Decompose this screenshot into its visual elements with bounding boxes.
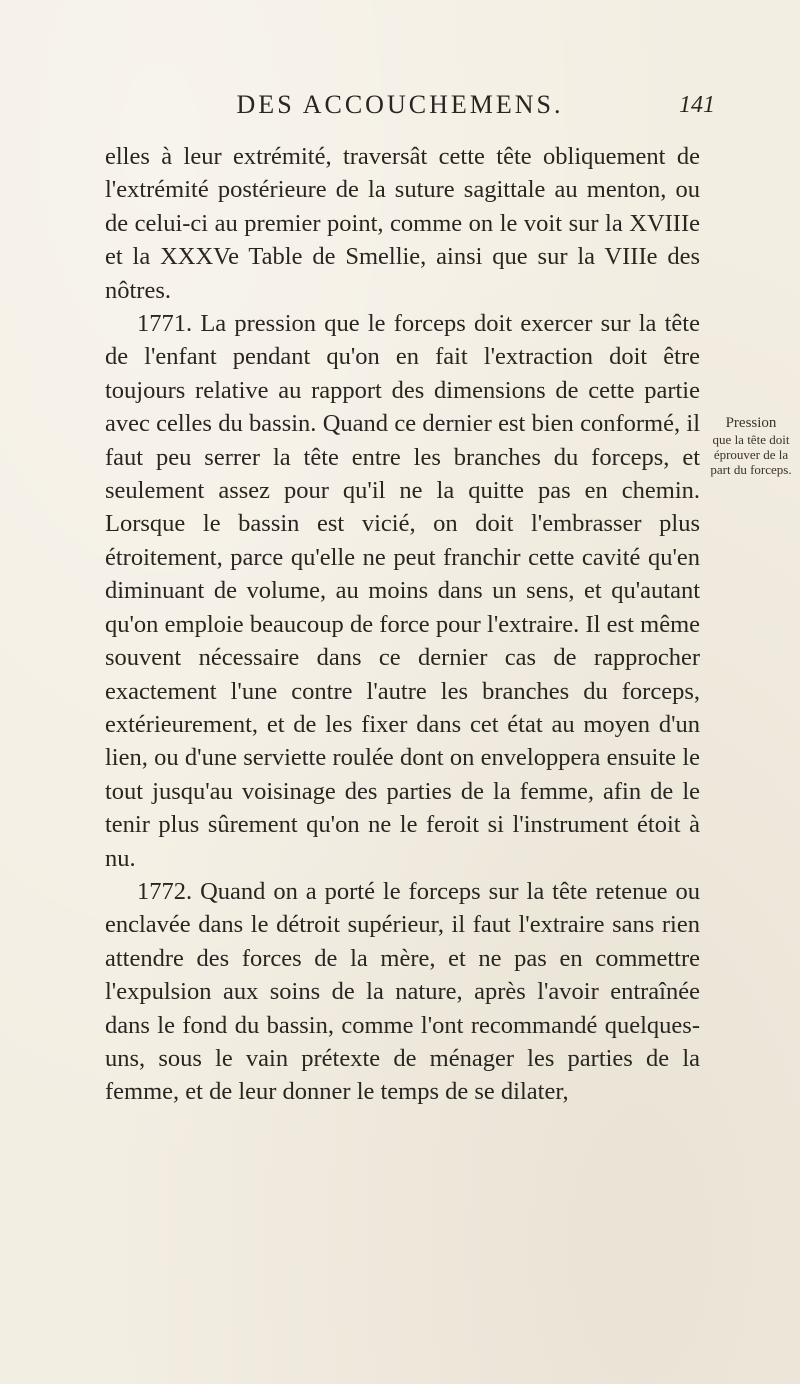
paragraph-1771: 1771. La pression que le forceps doit exercer sur la tête de l'enfant pendant qu'on en fait l'extraction doit être toujours relative au rapport des dimensions de cette partie avec celles du bassin. Quand ce dernier est bien conformé, il faut peu serrer la tête entre les branches du forceps, et seulement assez pour qu'il ne la quitte pas en chemin. Lorsque le bassin est vicié, on doit l'embrasser plus étroitement, parce qu'elle ne peut franchir cette cavité qu'en diminuant de volume, au moins dans un sens, et qu'autant qu'on emploie beaucoup de force pour l'extraire. Il est même souvent nécessaire dans ce dernier cas de rapprocher exactement l'une contre l'autre les branches du forceps, extérieurement, et de les fixer dans cet état au moyen d'un lien, ou d'une serviette roulée dont on enveloppera ensuite le tout jusqu'au voisinage des parties de la femme, afin de le tenir plus sûrement qu'on ne le feroit si l'instrument étoit à nu. [105, 310, 700, 872]
margin-note-title: Pression [725, 415, 777, 431]
margin-note [708, 416, 794, 477]
paragraph-1772: 1772. Quand on a porté le forceps sur la tête retenue ou enclavée dans le détroit supérieur, il faut l'extraire sans rien attendre des forces de la mère, et ne pas en commettre l'expulsion aux soins de la nature, après l'avoir entraînée dans le fond du bassin, comme l'ont recommandé quelques-uns, sous le vain prétexte de ménager les parties de la femme, et de leur donner le temps de se dilater, [105, 877, 700, 1106]
main-text [105, 140, 700, 1109]
page-number: 141 [679, 92, 715, 118]
page-header [105, 90, 715, 130]
running-title: DES ACCOUCHEMENS. [236, 90, 564, 119]
margin-note-text: que la tête doit éprouver de la part du forceps. [710, 432, 792, 477]
paragraph-continuation: elles à leur extrémité, traversât cette tête obliquement de l'extrémité postérieure de la suture sagittale au menton, ou de celui-ci au premier point, comme on le voit sur la XVIIIe et la XXXVe Table de Smellie, ainsi que sur la VIIIe des nôtres. [105, 143, 700, 304]
